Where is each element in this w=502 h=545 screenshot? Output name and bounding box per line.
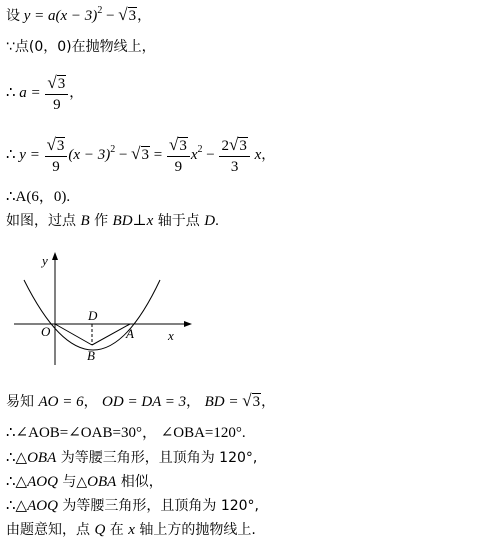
axis-label: x: [128, 522, 135, 538]
fraction: $\frac{√3}{9}$: [45, 74, 68, 113]
text: 轴于点: [153, 213, 205, 229]
triangle-label: AOQ: [27, 498, 58, 514]
text: 易知: [6, 394, 39, 410]
sqrt-value: 3: [252, 394, 261, 410]
point-label: D: [204, 213, 216, 229]
punct: ，: [261, 394, 276, 410]
fraction-2: $\frac{√3}{9}$: [167, 136, 190, 175]
formula: BD =: [204, 394, 243, 410]
punct: ，: [261, 146, 276, 163]
formula: a =: [19, 84, 41, 101]
exponent: 2: [110, 143, 116, 155]
label-A: A: [126, 326, 134, 341]
line-3: [6, 74, 83, 113]
perp-symbol: ⊥: [132, 213, 147, 229]
text: ∴△: [6, 450, 28, 466]
text: 由题意知，点: [6, 522, 95, 538]
line-2: ∵点(0，0)在抛物线上，: [6, 39, 156, 55]
text: 设: [6, 8, 20, 24]
label-D: D: [88, 308, 98, 323]
line-9: [6, 451, 257, 466]
sqrt: √3: [242, 391, 261, 410]
exponent: 2: [197, 143, 203, 155]
variable: x: [250, 146, 262, 163]
numerator: 3: [57, 76, 66, 92]
line-7: [6, 392, 275, 410]
line-11: [6, 499, 259, 514]
text: ∴△: [6, 498, 28, 514]
therefore: ∴: [6, 84, 20, 101]
text: 与△: [57, 474, 88, 490]
therefore: ∴: [6, 146, 20, 163]
triangle-label: OBA: [27, 450, 57, 466]
axis-label: x: [146, 213, 154, 229]
sqrt: √3: [131, 143, 150, 163]
denominator: 9: [174, 159, 183, 175]
fraction-3: $\frac{2√3}{3}$: [219, 136, 249, 175]
operator: −: [102, 8, 119, 24]
operator: −: [202, 146, 219, 163]
exponent: 2: [97, 5, 103, 16]
formula: y =: [19, 146, 40, 163]
sqrt-value: 3: [141, 146, 150, 163]
punct: ，: [69, 84, 84, 101]
punct: ，: [137, 8, 152, 24]
denominator: 3: [230, 159, 239, 175]
coefficient: 2: [221, 138, 229, 154]
triangle-label: OBA: [87, 474, 117, 490]
y-axis-arrow: [52, 252, 58, 260]
punct: ，: [83, 394, 103, 410]
punct: .: [215, 213, 219, 229]
formula: OD = DA = 3: [102, 394, 187, 410]
numerator: 3: [179, 138, 187, 154]
numerator: 3: [239, 138, 247, 154]
formula: y = a(x − 3): [23, 8, 98, 24]
line-10: [6, 475, 163, 490]
variable: x: [190, 146, 198, 163]
text: 为等腰三角形，且顶角为 120°,: [57, 498, 259, 514]
formula: (x − 3): [68, 146, 111, 163]
x-axis-arrow: [184, 321, 192, 327]
text: 作: [89, 213, 113, 229]
line-4: [6, 136, 275, 175]
denominator: 9: [52, 159, 60, 175]
text: 如图，过点: [6, 213, 81, 229]
line-6: [6, 214, 219, 229]
text: 相似，: [116, 474, 163, 490]
label-y: y: [42, 253, 48, 268]
label-B: B: [87, 348, 95, 363]
operator: =: [150, 146, 166, 163]
point-label: Q: [94, 522, 106, 538]
text: 在: [105, 522, 129, 538]
label-O: O: [41, 324, 51, 339]
fraction-1: $\frac{√3}{9}$: [45, 136, 68, 175]
text: ∴△: [6, 474, 28, 490]
line-12: [6, 523, 256, 538]
line-1: [6, 6, 151, 24]
point-label: B: [80, 213, 90, 229]
parabola-figure: [14, 250, 194, 370]
denominator: 9: [53, 97, 61, 113]
line-5: ∴A(6，0).: [6, 189, 71, 205]
line-8: ∴∠AOB=∠OAB=30°， ∠OBA=120°.: [6, 425, 246, 441]
formula: AO = 6: [38, 394, 84, 410]
text: 为等腰三角形，且顶角为 120°,: [56, 450, 258, 466]
triangle-label: AOQ: [27, 474, 58, 490]
sqrt-value: 3: [128, 8, 137, 24]
punct: ，: [186, 394, 205, 410]
label-x: x: [168, 328, 174, 343]
operator: −: [115, 146, 132, 163]
numerator: 3: [56, 138, 65, 154]
sqrt: √3: [118, 5, 137, 24]
text: 轴上方的抛物线上.: [134, 522, 256, 538]
segment-label: BD: [112, 213, 133, 229]
